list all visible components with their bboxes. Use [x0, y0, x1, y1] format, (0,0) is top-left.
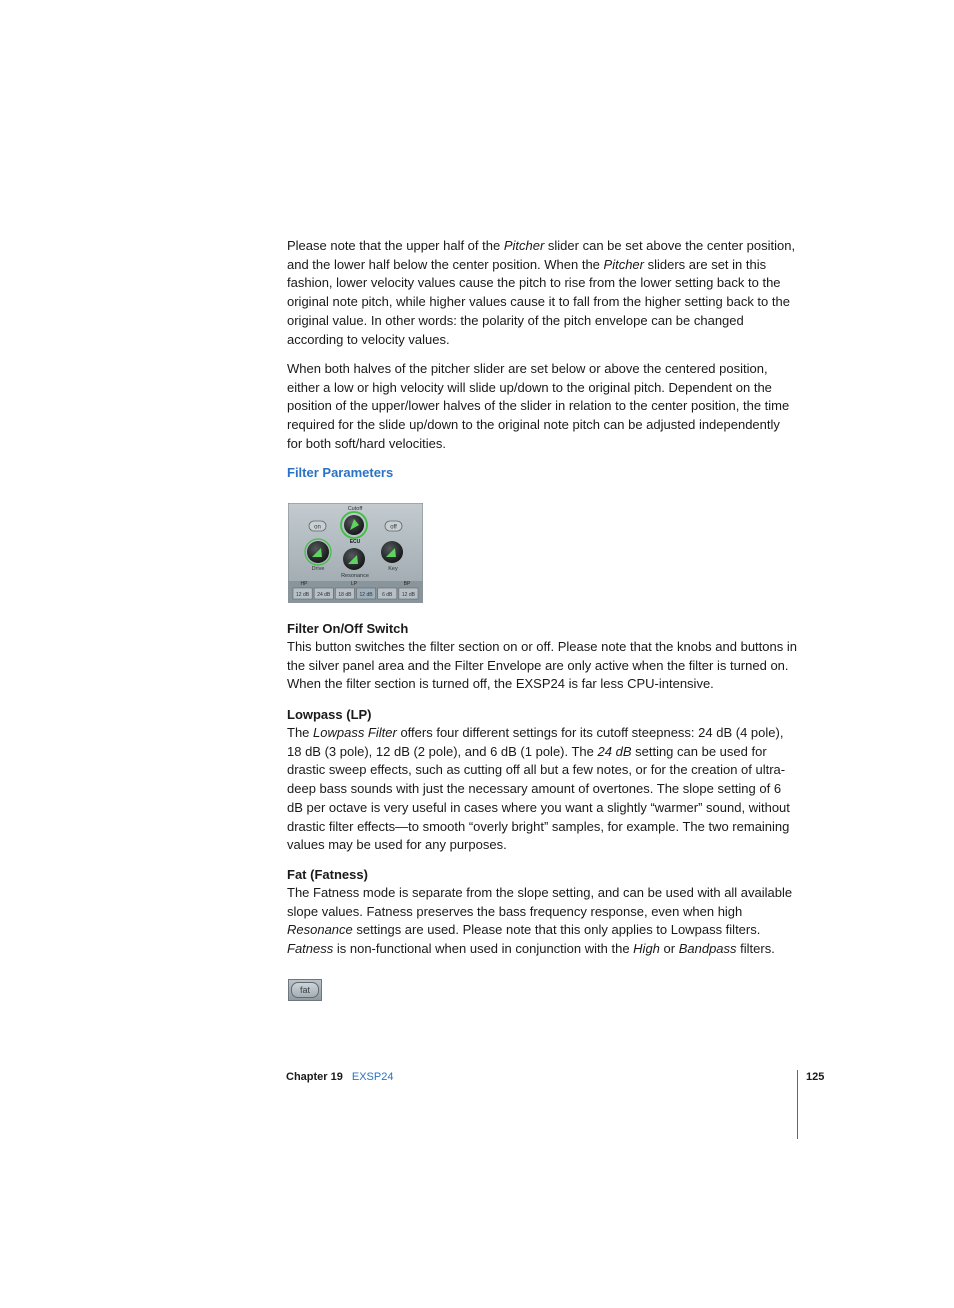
filter-off-button[interactable]: [385, 521, 402, 531]
body-fatness: The Fatness mode is separate from the slope setting, and can be used with all available slope values. Fatness preserves the bass frequency response, even when high Resonance settings are used. Please note that this only applies to Lowpass filters. Fatness is non-functional when used in conjunction with the High or Bandpass filters.: [287, 885, 793, 957]
slope-button-0[interactable]: [293, 588, 312, 599]
slope-button-3[interactable]: [357, 588, 376, 599]
section-heading: Filter Parameters: [287, 465, 394, 480]
slope-button-label: 12 dB: [296, 592, 310, 598]
footer-chapter: [286, 1071, 393, 1083]
drive-knob[interactable]: [305, 539, 331, 565]
chapter-label: Chapter 19: [286, 1071, 343, 1083]
paragraph-pitcher: Please note that the upper half of the Pitcher slider can be set above the center position, and the lower half below the center position. When the Pitcher sliders are set in this fashion, lower velocity values cause the pitch to rise from the lower setting back to the original note pitch, while higher values cause it to fall from the higher setting back to the original value. In other words: the polarity of the pitch envelope can be changed according to velocity values.: [287, 238, 796, 347]
paragraph-pitcher-halves: When both halves of the pitcher slider are set below or above the centered position, either a low or high velocity will slide up/down to the original pitch. Dependent on the position of the upper/lower halves of the slider in relation to the center position, the time required for the slide up/down to the original note pitch can be adjusted independently for both soft/hard velocities.: [287, 361, 790, 451]
fat-button-image: [288, 979, 322, 1001]
page-number: 125: [806, 1071, 825, 1083]
chapter-name: EXSP24: [351, 1071, 394, 1083]
lp-label: LP: [350, 581, 358, 587]
slope-button-1[interactable]: [314, 588, 333, 599]
slope-button-2[interactable]: [335, 588, 354, 599]
resonance-label: Resonance: [341, 573, 369, 579]
resonance-knob[interactable]: [343, 548, 365, 570]
body-filter-switch: This button switches the filter section on or off. Please note that the knobs and buttons in the silver panel area and the Filter Envelope are only active when the filter is turned on. When the filter section is turned off, the EXSP24 is far less CPU-intensive.: [287, 639, 797, 692]
subhead-fatness: Fat (Fatness): [287, 867, 368, 882]
slope-button-4[interactable]: [378, 588, 397, 599]
on-label: on: [314, 524, 321, 531]
bp-label: BP: [403, 581, 411, 587]
slope-button-label: 18 dB: [338, 592, 352, 598]
cutoff-label: Cutoff: [347, 506, 363, 512]
slope-button-5[interactable]: [399, 588, 418, 599]
eg-label: ECU: [349, 539, 361, 545]
filter-panel-image: [288, 503, 423, 603]
fat-button-label: fat: [291, 982, 319, 998]
slope-button-label: 12 dB: [359, 592, 373, 598]
footer-rule: [797, 1070, 798, 1139]
filter-on-button[interactable]: [309, 521, 326, 531]
slope-button-label: 12 dB: [401, 592, 415, 598]
subhead-lowpass: Lowpass (LP): [287, 707, 372, 722]
slope-button-label: 6 dB: [382, 592, 393, 598]
drive-label: Drive: [311, 566, 325, 572]
key-knob[interactable]: [381, 541, 403, 563]
hp-label: HP: [300, 581, 308, 587]
off-label: off: [390, 524, 397, 531]
body-lowpass: The Lowpass Filter offers four different settings for its cutoff steepness: 24 dB (4 pole), 18 dB (3 pole), 12 dB (2 pole), and 6 dB (1 pole). The 24 dB setting can be used for drastic sweep effects, such as cutting off all but a few notes, or for the creation of ultra-deep bass sounds with just the necessary amount of overtones. The slope setting of 6 dB per octave is very useful in cases where you want a slightly “warmer” sound, without drastic filter effects—to smooth “overly bright” samples, for example. The two remaining values may be used for any purposes.: [287, 725, 790, 853]
cutoff-knob[interactable]: [341, 512, 367, 538]
key-label: Key: [388, 566, 398, 572]
subhead-filter-switch: Filter On/Off Switch: [287, 621, 409, 636]
slope-button-label: 24 dB: [317, 592, 331, 598]
